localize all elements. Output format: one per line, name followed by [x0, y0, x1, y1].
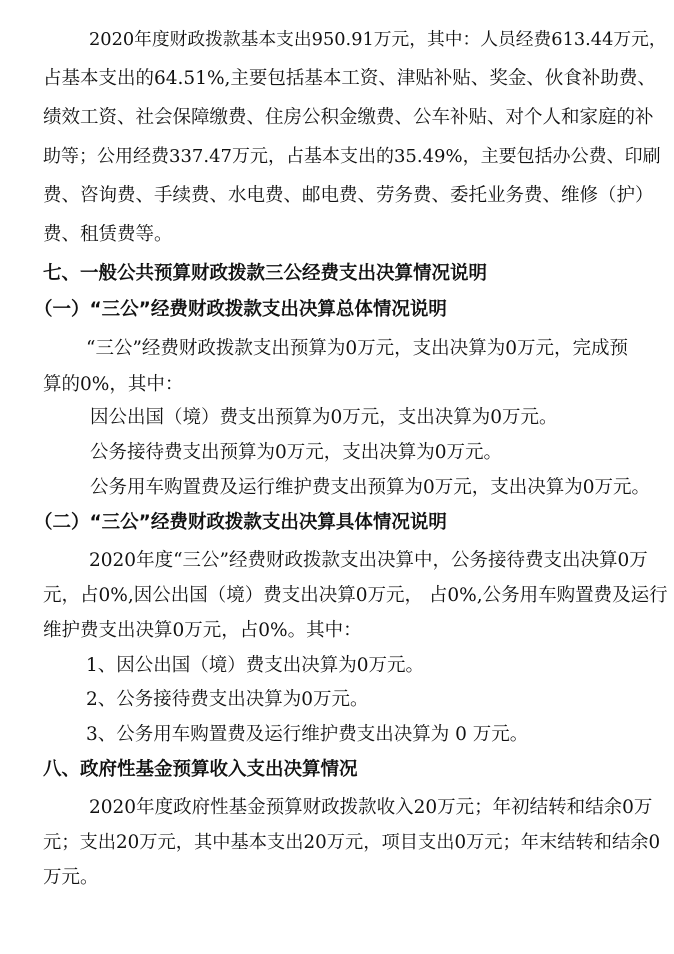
section8-line2: 元；支出20万元，其中基本支出20万元，项目支出0万元；年末结转和结余0 — [43, 832, 661, 853]
para1-line3: 绩效工资、社会保障缴费、住房公积金缴费、公车补贴、对个人和家庭的补 — [43, 107, 654, 128]
para1-line4: 助等；公用经费337.47万元，占基本支出的35.49%，主要包括办公费、印刷 — [43, 146, 661, 167]
section7-subheading-1: （一）“三公”经费财政拨款支出决算总体情况说明 — [34, 299, 447, 320]
section7-para1-line1: “三公”经费财政拨款支出预算为0万元，支出决算为0万元，完成预 — [86, 338, 628, 359]
section8-heading: 八、政府性基金预算收入支出决算情况 — [43, 759, 358, 780]
section7-para1-line2: 算的0%，其中： — [43, 374, 184, 395]
section7-list-item-2: 2、公务接待费支出决算为0万元。 — [86, 689, 369, 710]
section7-item-reception: 公务接待费支出预算为0万元，支出决算为0万元。 — [90, 442, 503, 463]
para1-line1: 2020年度财政拨款基本支出950.91万元，其中：人员经费613.44万元， — [89, 30, 667, 50]
para1-line6: 费、租赁费等。 — [43, 224, 173, 245]
section7-para2-line1: 2020年度“三公”经费财政拨款支出决算中，公务接待费支出决算0万 — [89, 550, 648, 571]
section7-heading: 七、一般公共预算财政拨款三公经费支出决算情况说明 — [43, 263, 488, 284]
section7-item-vehicle: 公务用车购置费及运行维护费支出预算为0万元，支出决算为0万元。 — [90, 477, 651, 498]
section7-subheading-2: （二）“三公”经费财政拨款支出决算具体情况说明 — [34, 512, 447, 533]
section8-line1: 2020年度政府性基金预算财政拨款收入20万元；年初结转和结余0万 — [89, 797, 653, 818]
section7-para2-line2: 元，占0%,因公出国（境）费支出决算0万元， 占0%,公务用车购置费及运行 — [43, 585, 668, 606]
section7-item-travel: 因公出国（境）费支出预算为0万元，支出决算为0万元。 — [90, 407, 558, 428]
section7-para2-line3: 维护费支出决算0万元，占0%。其中： — [43, 620, 362, 641]
section7-list-item-3: 3、公务用车购置费及运行维护费支出决算为 0 万元。 — [86, 724, 529, 745]
section7-list-item-1: 1、因公出国（境）费支出决算为0万元。 — [86, 655, 425, 676]
para1-line2: 占基本支出的64.51%,主要包括基本工资、津贴补贴、奖金、伙食补助费、 — [43, 68, 656, 89]
section8-line3: 万元。 — [43, 867, 99, 888]
para1-line5: 费、咨询费、手续费、水电费、邮电费、劳务费、委托业务费、维修（护） — [43, 185, 654, 206]
